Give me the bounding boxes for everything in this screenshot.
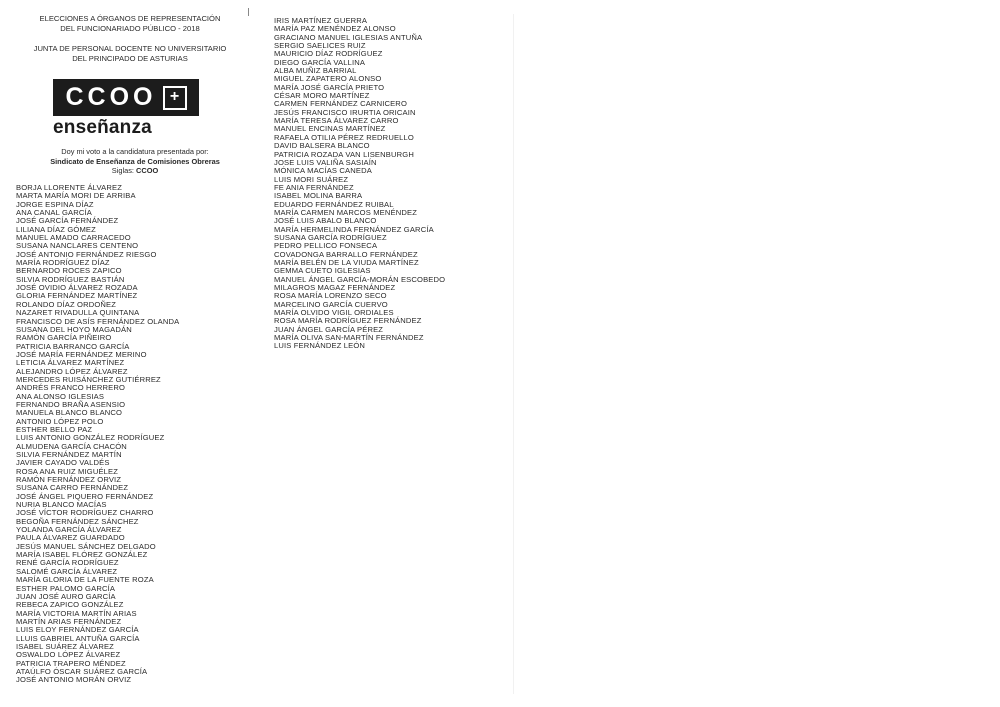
candidate-name: PATRICIA ROZADA VAN LISENBURGH: [274, 149, 414, 159]
candidate-name: NAZARET RIVADULLA QUINTANA: [16, 308, 140, 318]
candidate-name: SILVIA FERNÁNDEZ MARTÍN: [16, 450, 122, 459]
candidate-name: JUAN ÁNGEL GARCÍA PÉREZ: [274, 324, 384, 334]
candidate-name: OSWALDO LÓPEZ ÁLVAREZ: [16, 650, 121, 660]
plus-box-icon: +: [163, 86, 187, 110]
logo-subtitle: enseñanza: [53, 117, 152, 138]
candidate-list-column-2: [274, 17, 445, 351]
candidate-name: JORGE ESPINA DÍAZ: [16, 199, 94, 209]
vote-line-1: Doy mi voto a la candidatura presentada por:: [61, 147, 209, 156]
candidate-name: MARÍA HERMELINDA FERNÁNDEZ GARCÍA: [274, 224, 434, 234]
candidate-name: FERNANDO BRAÑA ASENSIO: [16, 399, 126, 409]
candidate-name: MILAGROS MAGAZ FERNÁNDEZ: [274, 283, 396, 292]
candidate-name: JOSÉ ANTONIO MORÁN ORVIZ: [16, 675, 132, 685]
candidate-name: DIEGO GARCÍA VALLINA: [274, 57, 366, 67]
logo-text: CCOO: [65, 83, 157, 111]
candidate-name: ROSA ANA RUIZ MIGUÉLEZ: [16, 466, 119, 476]
candidate-name: JESÚS FRANCISCO IRURTIA ORICAIN: [274, 107, 416, 117]
candidate-name: PATRICIA TRAPERO MÉNDEZ: [16, 658, 126, 668]
vote-line-3: [20, 166, 250, 176]
candidate-name: MARÍA RODRÍGUEZ DÍAZ: [16, 258, 110, 268]
candidate-name: ROSA MARÍA RODRÍGUEZ FERNÁNDEZ: [274, 316, 422, 326]
candidate-name: ESTHER PALOMO GARCÍA: [16, 583, 116, 593]
candidate-name: ISABEL MOLINA BARRA: [274, 191, 363, 201]
candidate-name: MARTA MARÍA MORI DE ARRIBA: [16, 191, 136, 201]
candidate-name: BERNARDO ROCES ZAPICO: [16, 266, 122, 276]
candidate-name: MARÍA TERESA ÁLVAREZ CARRO: [274, 116, 399, 126]
candidate-name: LUIS FERNÁNDEZ LEÓN: [274, 341, 366, 351]
candidate-name: LUIS ELOY FERNÁNDEZ GARCÍA: [16, 625, 139, 635]
candidate-name: ANTONIO LÓPEZ POLO: [16, 416, 104, 426]
candidate-name: CARMEN FERNÁNDEZ CARNICERO: [274, 99, 408, 109]
candidate-name: ALBA MUÑIZ BARRIAL: [274, 66, 357, 76]
candidate-name: GLORIA FERNÁNDEZ MARTÍNEZ: [16, 291, 138, 301]
candidate-name: SUSANA NANCLARES CENTENO: [16, 241, 139, 251]
candidate-name: JUAN JOSÉ AURO GARCÍA: [16, 591, 116, 601]
candidate-name: ANA CANAL GARCÍA: [16, 208, 92, 218]
candidate-name: REBECA ZAPICO GONZÁLEZ: [16, 600, 124, 610]
candidate-name: BEGOÑA FERNÁNDEZ SÁNCHEZ: [16, 516, 139, 526]
candidate-name: JOSE LUIS VALIÑA SASIAÍN: [274, 157, 377, 167]
candidate-name: GRACIANO MANUEL IGLESIAS ANTUÑA: [274, 32, 423, 42]
candidate-name: MANUEL ENCINAS MARTÍNEZ: [274, 124, 386, 134]
candidate-name: MARÍA GLORIA DE LA FUENTE ROZA: [16, 575, 154, 585]
candidate-name: SUSANA DEL HOYO MAGADÁN: [16, 324, 132, 334]
candidate-name: MANUEL AMADO CARRACEDO: [16, 233, 131, 243]
logo-box: [53, 79, 199, 116]
candidate-name: MAURICIO DÍAZ RODRÍGUEZ: [274, 49, 383, 59]
candidate-name: JAVIER CAYADO VALDÉS: [16, 458, 110, 468]
candidate-name: RENÉ GARCÍA RODRÍGUEZ: [16, 558, 119, 568]
candidate-name: JOSÉ LUIS ABALO BLANCO: [274, 216, 377, 226]
candidate-name: MANUEL ÁNGEL GARCÍA-MORÁN ESCOBEDO: [274, 274, 446, 284]
candidate-name: ROSA MARÍA LORENZO SECO: [274, 291, 387, 301]
candidate-name: ROLANDO DÍAZ ORDOÑEZ: [16, 299, 117, 309]
candidate-name: LLUIS GABRIEL ANTUÑA GARCÍA: [16, 633, 140, 643]
candidate-list-column-1: [16, 184, 179, 685]
vote-statement: [20, 147, 250, 176]
candidate-name: MERCEDES RUISÁNCHEZ GUTIÉRREZ: [16, 374, 161, 384]
candidate-name: ISABEL SUÁREZ ÁLVAREZ: [16, 641, 114, 651]
candidate-name: MIGUEL ZAPATERO ALONSO: [274, 74, 382, 84]
header-line-3: JUNTA DE PERSONAL DOCENTE NO UNIVERSITARIO: [33, 44, 227, 53]
candidate-name: MARÍA ISABEL FLÓREZ GONZÁLEZ: [16, 550, 148, 560]
candidate-name: ANA ALONSO IGLESIAS: [16, 391, 105, 401]
candidate-name: YOLANDA GARCÍA ÁLVAREZ: [16, 525, 122, 535]
candidate-name: CÉSAR MORO MARTÍNEZ: [274, 91, 370, 101]
candidate-name: JESÚS MANUEL SÁNCHEZ DELGADO: [16, 541, 156, 551]
candidate-name: ALMUDENA GARCÍA CHACÓN: [16, 441, 127, 451]
header-line-1: ELECCIONES A ÓRGANOS DE REPRESENTACIÓN: [39, 14, 221, 23]
candidate-name: DAVID BALSERA BLANCO: [274, 141, 370, 151]
candidate-name: SUSANA CARRO FERNÁNDEZ: [16, 483, 129, 493]
candidate-name: MARÍA PAZ MENÉNDEZ ALONSO: [274, 24, 396, 34]
acronym-label: Siglas:: [111, 166, 137, 175]
candidate-name: SILVIA RODRÍGUEZ BASTIÁN: [16, 274, 125, 284]
candidate-name: ESTHER BELLO PAZ: [16, 424, 93, 434]
candidate-name: MARTÍN ARIAS FERNÁNDEZ: [16, 616, 122, 626]
candidate-name: LUIS ANTONIO GONZÁLEZ RODRÍGUEZ: [16, 433, 165, 443]
candidate-name: PAULA ÁLVAREZ GUARDADO: [16, 533, 125, 543]
candidate-name: SALOMÉ GARCÍA ÁLVAREZ: [16, 566, 118, 576]
candidate-name: NURIA BLANCO MACÍAS: [16, 500, 107, 510]
candidate-name: ALEJANDRO LÓPEZ ÁLVAREZ: [16, 366, 128, 376]
candidate-name: MARCELINO GARCÍA CUERVO: [274, 299, 388, 309]
candidate-name: LUIS MORI SUÁREZ: [274, 174, 349, 184]
candidate-name: MARÍA VICTORIA MARTÍN ARIAS: [16, 608, 137, 618]
candidate-name: FE ANIA FERNÁNDEZ: [274, 182, 354, 192]
candidate-name: MARÍA JOSÉ GARCÍA PRIETO: [274, 82, 385, 92]
candidate-name: GEMMA CUETO IGLESIAS: [274, 266, 371, 276]
candidate-name: RAFAELA OTILIA PÉREZ REDRUELLO: [274, 132, 414, 142]
candidate-name: ANDRÉS FRANCO HERRERO: [16, 383, 126, 393]
candidate-name: ATAÚLFO ÓSCAR SUÁREZ GARCÍA: [16, 666, 148, 676]
ccoo-ensenanza-logo: [53, 79, 200, 139]
candidate-name: JOSÉ ANTONIO FERNÁNDEZ RIESGO: [16, 249, 157, 259]
candidate-name: PEDRO PELLICO FONSECA: [274, 241, 378, 251]
candidate-name: PATRICIA BARRANCO GARCÍA: [16, 341, 130, 351]
candidate-name: MARÍA OLIVA SAN-MARTÍN FERNÁNDEZ: [274, 333, 424, 343]
candidate-name: MANUELA BLANCO BLANCO: [16, 408, 123, 418]
vote-line-2: Sindicato de Enseñanza de Comisiones Obreras: [50, 156, 220, 166]
candidate-name: JOSÉ OVIDIO ÁLVAREZ ROZADA: [16, 283, 138, 293]
candidate-name: COVADONGA BARRALLO FERNÁNDEZ: [274, 249, 418, 259]
candidate-name: MARÍA OLVIDO VIGIL ORDIALES: [274, 308, 394, 318]
candidate-name: BORJA LLORENTE ÁLVAREZ: [16, 183, 122, 192]
candidate-name: MARÍA BELÉN DE LA VIUDA MARTÍNEZ: [274, 257, 419, 267]
candidate-name: MÓNICA MACÍAS CANEDA: [274, 166, 372, 176]
candidate-name: JOSÉ MARÍA FERNÁNDEZ MERINO: [16, 349, 147, 359]
candidate-name: SUSANA GARCÍA RODRÍGUEZ: [274, 232, 387, 242]
candidate-name: IRIS MARTÍNEZ GUERRA: [274, 16, 368, 25]
header-line-4: DEL PRINCIPADO DE ASTURIAS: [72, 54, 188, 63]
candidate-name: FRANCISCO DE ASÍS FERNÁNDEZ OLANDA: [16, 316, 180, 326]
acronym-value: CCOO: [136, 166, 159, 175]
candidate-name: RAMÓN GARCÍA PIÑEIRO: [16, 333, 112, 343]
candidate-name: EDUARDO FERNÁNDEZ RUIBAL: [274, 199, 394, 209]
candidate-name: LETICIA ÁLVAREZ MARTÍNEZ: [16, 358, 125, 368]
ballot-header: [10, 14, 250, 64]
candidate-name: JOSÉ ÁNGEL PIQUERO FERNÁNDEZ: [16, 491, 154, 501]
header-line-2: DEL FUNCIONARIADO PÚBLICO - 2018: [60, 24, 200, 33]
candidate-name: LILIANA DÍAZ GÓMEZ: [16, 224, 96, 234]
candidate-name: SERGIO SAELICES RUIZ: [274, 41, 366, 51]
candidate-name: MARÍA CARMEN MARCOS MENÉNDEZ: [274, 207, 418, 217]
candidate-name: RAMÓN FERNÁNDEZ ORVIZ: [16, 475, 122, 485]
candidate-name: JOSÉ VÍCTOR RODRÍGUEZ CHARRO: [16, 508, 154, 518]
page-fold-line: [513, 14, 514, 694]
candidate-name: JOSÉ GARCÍA FERNÁNDEZ: [16, 216, 119, 226]
